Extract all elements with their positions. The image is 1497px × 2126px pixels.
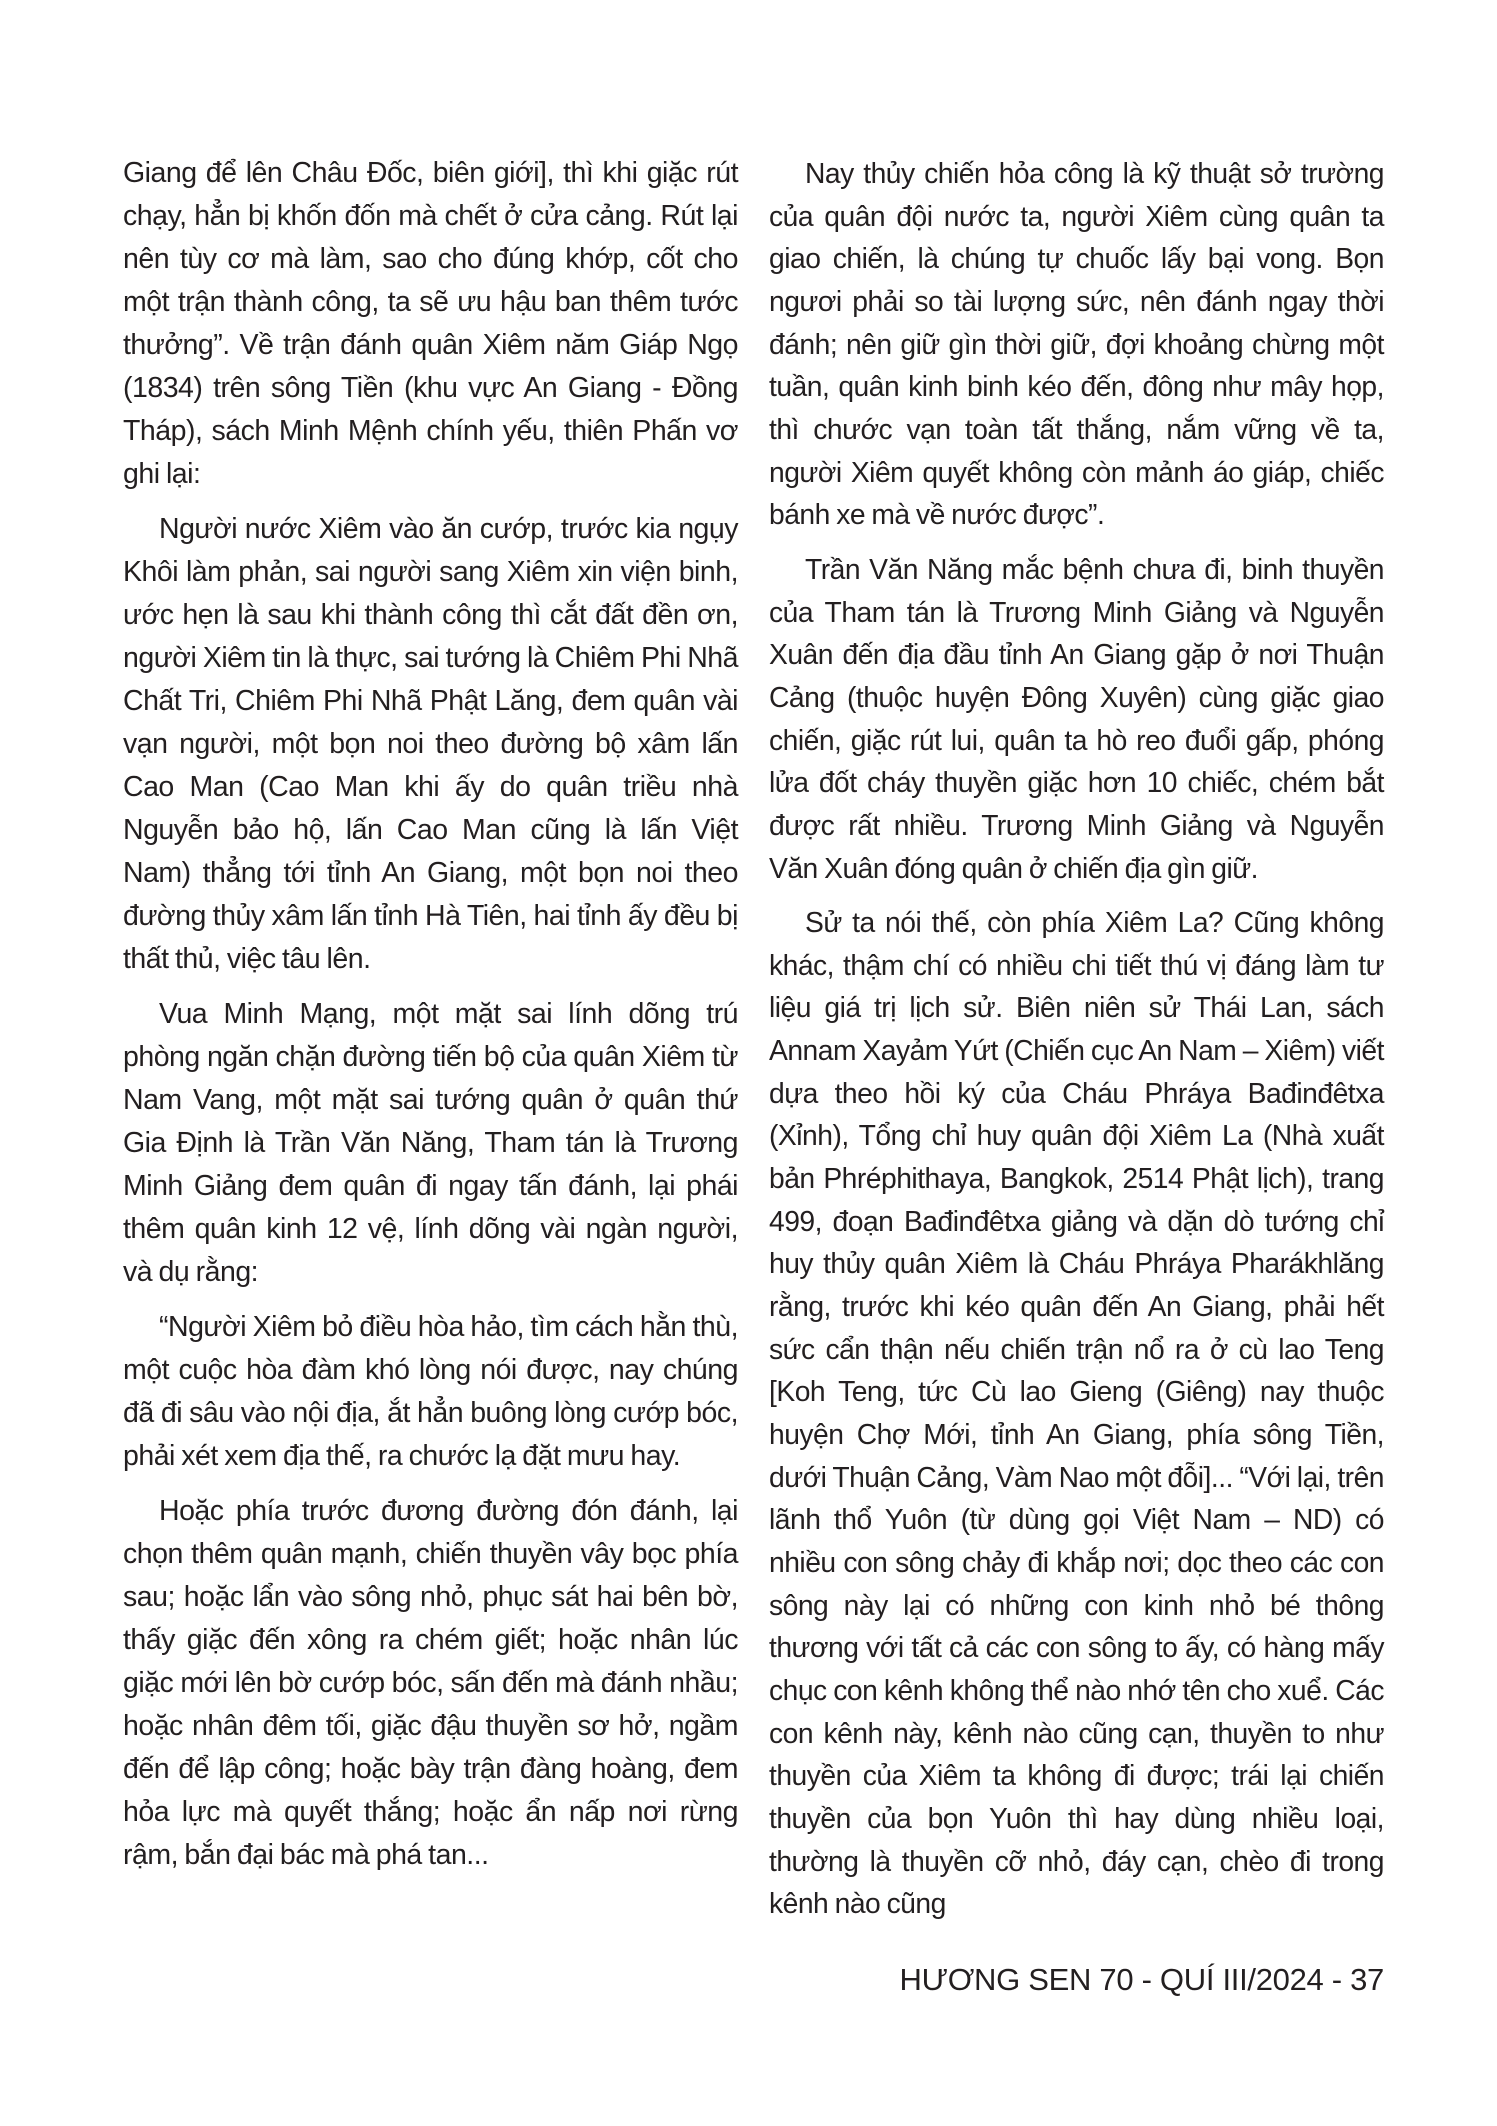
paragraph: Người nước Xiêm vào ăn cướp, trước kia ngụy Khôi làm phản, sai người sang Xiêm xin viện binh, ước hẹn là sau khi thành công thì cắt đất đền ơn, người Xiêm tin là thực, sai tướng là Chiêm Phi Nhã Chất Tri, Chiêm Phi Nhã Phật Lăng, đem quân vài vạn người, một bọn noi theo đường bộ xâm lấn Cao Man (Cao Man khi ấy do quân triều nhà Nguyễn bảo hộ, lấn Cao Man cũng là lấn Việt Nam) thẳng tới tỉnh An Giang, một bọn noi theo đường thủy xâm lấn tỉnh Hà Tiên, hai tỉnh ấy đều bị thất thủ, việc tâu lên. <box>123 513 738 975</box>
paragraph: “Người Xiêm bỏ điều hòa hảo, tìm cách hằn thù, một cuộc hòa đàm khó lòng nói được, nay chúng đã đi sâu vào nội địa, ắt hẳn buông lòng cướp bóc, phải xét xem địa thế, ra chước lạ đặt mưu hay. <box>123 1311 738 1472</box>
right-column <box>769 152 1384 1937</box>
paragraph: Vua Minh Mạng, một mặt sai lính dõng trú phòng ngăn chặn đường tiến bộ của quân Xiêm từ Nam Vang, một mặt sai tướng quân ở quân thứ Gia Định là Trần Văn Năng, Tham tán là Trương Minh Giảng đem quân đi ngay tấn đánh, lại phái thêm quân kinh 12 vệ, lính dõng vài ngàn người, và dụ rằng: <box>123 998 738 1288</box>
paragraph: Nay thủy chiến hỏa công là kỹ thuật sở trường của quân đội nước ta, người Xiêm cùng quân ta giao chiến, là chúng tự chuốc lấy bại vong. Bọn ngươi phải so tài lượng sức, nên đánh ngay thời đánh; nên giữ gìn thời giữ, đợi khoảng chừng một tuần, quân kinh binh kéo đến, đông như mây họp, thì chước vạn toàn tất thắng, nắm vững về ta, người Xiêm quyết không còn mảnh áo giáp, chiếc bánh xe mà về nước được”. <box>769 157 1384 531</box>
paragraph: Sử ta nói thế, còn phía Xiêm La? Cũng không khác, thậm chí có nhiều chi tiết thú vị đáng làm tư liệu giá trị lịch sử. Biên niên sử Thái Lan, sách Annam Xayảm Yứt (Chiến cục An Nam – Xiêm) viết dựa theo hồi ký của Cháu Phráya Bađinđêtxa (Xỉnh), Tổng chỉ huy quân đội Xiêm La (Nhà xuất bản Phréphithaya, Bangkok, 2514 Phật lịch), trang 499, đoạn Bađinđêtxa giảng và dặn dò tướng chỉ huy thủy quân Xiêm là Cháu Phráya Pharákhlăng rằng, trước khi kéo quân đến An Giang, phải hết sức cẩn thận nếu chiến trận nổ ra ở cù lao Teng [Koh Teng, tức Cù lao Gieng (Giêng) nay thuộc huyện Chợ Mới, tỉnh An Giang, phía sông Tiền, dưới Thuận Cảng, Vàm Nao một đỗi]... “Với lại, trên lãnh thổ Yuôn (từ dùng gọi Việt Nam – ND) có nhiều con sông chảy đi khắp nơi; dọc theo các con sông này lại có những con kinh nhỏ bé thông thương với tất cả các con sông to ấy, có hàng mấy chục con kênh không thể nào nhớ tên cho xuể. Các con kênh này, kênh nào cũng cạn, thuyền to như thuyền của Xiêm ta không đi được; trái lại chiến thuyền của bọn Yuôn thì hay dùng nhiều loại, thường là thuyền cỡ nhỏ, đáy cạn, chèo đi trong kênh nào cũng <box>769 906 1384 1920</box>
paragraph: Giang để lên Châu Đốc, biên giới], thì khi giặc rút chạy, hẳn bị khốn đốn mà chết ở cửa cảng. Rút lại nên tùy cơ mà làm, sao cho đúng khớp, cốt cho một trận thành công, ta sẽ ưu hậu ban thêm tước thưởng”. Về trận đánh quân Xiêm năm Giáp Ngọ (1834) trên sông Tiền (khu vực An Giang - Đồng Tháp), sách Minh Mệnh chính yếu, thiên Phấn vơ ghi lại: <box>123 157 738 490</box>
paragraph: Trần Văn Năng mắc bệnh chưa đi, binh thuyền của Tham tán là Trương Minh Giảng và Nguyễn Xuân đến địa đầu tỉnh An Giang gặp ở nơi Thuận Cảng (thuộc huyện Đông Xuyên) cùng giặc giao chiến, giặc rút lui, quân ta hò reo đuổi gấp, phóng lửa đốt cháy thuyền giặc hơn 10 chiếc, chém bắt được rất nhiều. Trương Minh Giảng và Nguyễn Văn Xuân đóng quân ở chiến địa gìn giữ. <box>769 552 1384 884</box>
paragraph: Hoặc phía trước đương đường đón đánh, lại chọn thêm quân mạnh, chiến thuyền vây bọc phía sau; hoặc lẩn vào sông nhỏ, phục sát hai bên bờ, thấy giặc đến xông ra chém giết; hoặc nhân lúc giặc mới lên bờ cướp bóc, sấn đến mà đánh nhầu; hoặc nhân đêm tối, giặc đậu thuyền sơ hở, ngầm đến để lập công; hoặc bày trận đàng hoàng, đem hỏa lực mà quyết thắng; hoặc ẩn nấp nơi rừng rậm, bắn đại bác mà phá tan... <box>123 1495 738 1871</box>
page-footer: HƯƠNG SEN 70 - QUÍ III/2024 - 37 <box>899 1962 1384 1997</box>
left-column <box>123 152 738 1889</box>
